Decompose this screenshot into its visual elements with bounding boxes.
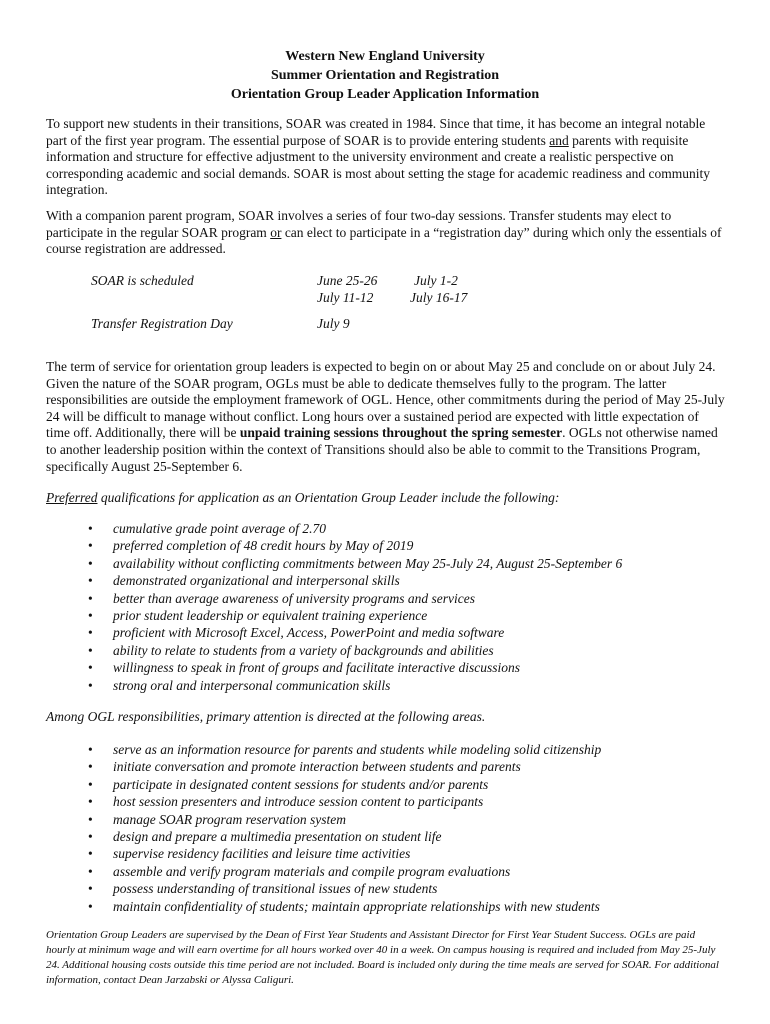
bullet-icon: • (88, 881, 93, 897)
list-item-text: initiate conversation and promote interaction between students and parents (113, 759, 521, 775)
soar-date: July 11-12 (317, 290, 374, 305)
list-item-text: availability without conflicting commitments between May 25-July 24, August 25-September 6 (113, 555, 623, 571)
bullet-icon: • (88, 642, 93, 658)
list-item-text: willingness to speak in front of groups and facilitate interactive discussions (113, 660, 520, 676)
bullet-icon: • (88, 590, 93, 606)
list-item-text: possess understanding of transitional issues of new students (113, 881, 438, 897)
program-name: Summer Orientation and Registration (270, 68, 499, 83)
soar-date: July 16-17 (410, 290, 468, 305)
document-title: Orientation Group Leader Application Information (230, 87, 540, 102)
intro-underlined: and (549, 132, 569, 148)
list-item (88, 520, 622, 537)
list-item-text: cumulative grade point average of 2.70 (113, 521, 326, 536)
list-item-text: manage SOAR program reservation system (113, 811, 346, 827)
list-item (88, 642, 622, 659)
responsibilities-list (88, 741, 601, 915)
parent-underlined: or (270, 224, 282, 240)
parent-program-paragraph (46, 208, 726, 258)
list-item (88, 793, 601, 810)
bullet-icon: • (88, 521, 93, 536)
list-item-text: serve as an information resource for parents and students while modeling solid citizenship (113, 742, 602, 757)
list-item (88, 659, 622, 676)
university-name: Western New England University (285, 49, 485, 64)
qualifications-intro-rest: qualifications for application as an Orientation Group Leader include the following: (97, 490, 560, 505)
transfer-day-label: Transfer Registration Day (91, 316, 233, 331)
list-item-text: preferred completion of 48 credit hours by May of 2019 (113, 538, 414, 554)
list-item (88, 677, 622, 694)
list-item (88, 828, 601, 845)
list-item (88, 624, 622, 641)
term-of-service-paragraph (46, 359, 726, 475)
list-item-text: demonstrated organizational and interpersonal skills (113, 573, 400, 589)
bullet-icon: • (88, 863, 93, 879)
bullet-icon: • (88, 607, 93, 623)
list-item (88, 758, 601, 775)
transfer-day-date: July 9 (317, 316, 350, 331)
list-item-text: ability to relate to students from a variety of backgrounds and abilities (113, 642, 494, 658)
list-item (88, 537, 622, 554)
bullet-icon: • (88, 573, 93, 589)
term-text-b: . OGLs not otherwise named to another leadership position within the context of Transitions should also be able to commit to the Transitions Program, specifically August 25-September 6. (46, 425, 718, 474)
list-item-text: design and prepare a multimedia presentation on student life (113, 828, 442, 844)
list-item-text: participate in designated content sessions for students and/or parents (113, 776, 489, 792)
list-item-text: host session presenters and introduce session content to participants (113, 794, 484, 810)
soar-schedule-label: SOAR is scheduled (91, 273, 194, 288)
qualifications-list (88, 520, 622, 694)
list-item-text: prior student leadership or equivalent training experience (113, 607, 428, 623)
list-item (88, 590, 622, 607)
list-item (88, 898, 601, 915)
soar-date: July 1-2 (414, 273, 458, 288)
list-item (88, 863, 601, 880)
bullet-icon: • (88, 742, 93, 757)
soar-date: June 25-26 (317, 273, 378, 288)
document-header (0, 47, 770, 104)
parent-text-a: With a companion parent program, SOAR involves a series of four two-day sessions. Transfer students may elect to participate in the regular SOAR program (46, 208, 672, 240)
list-item-text: supervise residency facilities and leisure time activities (113, 846, 411, 862)
bullet-icon: • (88, 555, 93, 571)
soar-dates-col1 (317, 272, 377, 306)
parent-text-b: can elect to participate in a “registration day” during which only the essentials of course registration are addressed. (46, 224, 722, 257)
bullet-icon: • (88, 898, 93, 914)
list-item-text: maintain confidentiality of students; maintain appropriate relationships with new students (113, 898, 600, 914)
supervision-footnote: Orientation Group Leaders are supervised by the Dean of First Year Students and Assistant Director for First Year Student Success. OGLs are paid hourly at minimum wage and will earn overtime for all hours worked over 40 in a week. On campus housing is required and included from May 25-July 24. Additional housing costs outside this time period are not included. Board is included only during the time meals are served for SOAR. For additional information, contact Dean Jarzabski or Alyssa Caliguri. (46, 929, 719, 986)
bullet-icon: • (88, 776, 93, 792)
term-text-a: The term of service for orientation group leaders is expected to begin on or about May 25 and conclude on or about July 24. Given the nature of the SOAR program, OGLs must be able to dedicate themselves fully to the program. The latter responsibilities are outside the employment framework of OGL. Hence, other commitments during the period of May 25-July 24 will be difficult to manage without conflict. Long hours over a sustained period are expected with little expectation of time off. Additionally, there will be (46, 359, 725, 441)
bullet-icon: • (88, 538, 93, 554)
responsibilities-intro: Among OGL responsibilities, primary attention is directed at the following areas. (46, 709, 486, 724)
bullet-icon: • (88, 794, 93, 810)
list-item (88, 741, 601, 758)
intro-text-b: parents with requisite information and structure for effective adjustment to the university environment and create a realistic perspective on corresponding academic and social demands. SOAR is most about setting the stage for academic readiness and community integration. (46, 132, 710, 198)
soar-dates-col2 (410, 272, 467, 306)
bullet-icon: • (88, 759, 93, 775)
intro-paragraph (46, 116, 726, 199)
bullet-icon: • (88, 625, 93, 641)
list-item-text: better than average awareness of university programs and services (113, 590, 475, 606)
list-item (88, 811, 601, 828)
list-item (88, 572, 622, 589)
bullet-icon: • (88, 677, 93, 693)
preferred-word: Preferred (46, 490, 98, 505)
bullet-icon: • (88, 811, 93, 827)
list-item (88, 555, 622, 572)
list-item-text: strong oral and interpersonal communication skills (113, 677, 391, 693)
list-item (88, 845, 601, 862)
list-item (88, 776, 601, 793)
qualifications-intro (46, 490, 559, 506)
bullet-icon: • (88, 660, 93, 676)
bullet-icon: • (88, 828, 93, 844)
list-item-text: proficient with Microsoft Excel, Access, PowerPoint and media software (113, 625, 505, 641)
list-item-text: assemble and verify program materials and compile program evaluations (113, 863, 511, 879)
list-item (88, 607, 622, 624)
list-item (88, 880, 601, 897)
intro-text-a: To support new students in their transitions, SOAR was created in 1984. Since that time, it has become an integral notable part of the first year program. The essential purpose of SOAR is to provide entering students (46, 116, 706, 148)
bullet-icon: • (88, 846, 93, 862)
training-note: unpaid training sessions throughout the spring semester (239, 425, 563, 441)
